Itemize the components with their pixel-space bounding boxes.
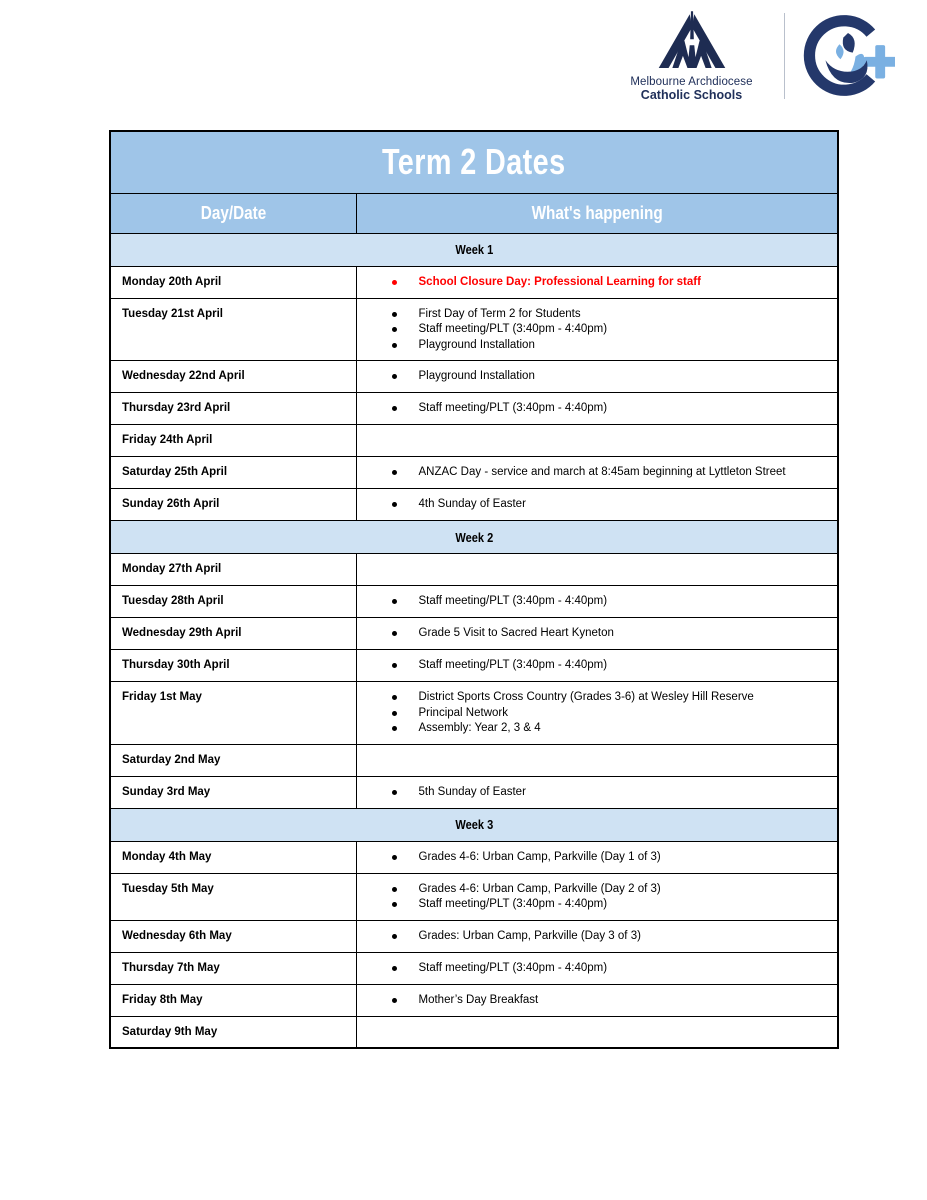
- events-list: [357, 497, 828, 513]
- event-item: School Closure Day: Professional Learning for staff: [419, 275, 828, 291]
- column-header-row: [110, 193, 838, 233]
- date-cell: Friday 24th April: [110, 425, 356, 457]
- events-cell: [356, 554, 838, 586]
- events-cell: [356, 266, 838, 298]
- event-item: Grade 5 Visit to Sacred Heart Kyneton: [419, 626, 828, 642]
- events-list: [357, 465, 828, 481]
- events-cell: [356, 682, 838, 745]
- event-item: 5th Sunday of Easter: [419, 785, 828, 801]
- events-cell: [356, 650, 838, 682]
- date-cell: Sunday 3rd May: [110, 776, 356, 808]
- event-item: Grades: Urban Camp, Parkville (Day 3 of 3): [419, 929, 828, 945]
- date-cell: Thursday 7th May: [110, 952, 356, 984]
- events-cell: [356, 618, 838, 650]
- week-label: Week 2: [455, 529, 493, 545]
- events-list: [357, 929, 828, 945]
- date-row: [110, 554, 838, 586]
- events-cell: [356, 586, 838, 618]
- week-header-cell: [110, 521, 838, 554]
- events-list: [357, 658, 828, 674]
- date-row: [110, 682, 838, 745]
- events-cell: [356, 873, 838, 920]
- date-cell: Sunday 26th April: [110, 489, 356, 521]
- week-header-row: [110, 808, 838, 841]
- events-list: [357, 369, 828, 385]
- date-cell: Wednesday 6th May: [110, 920, 356, 952]
- table-title: [110, 131, 838, 193]
- date-row: [110, 298, 838, 361]
- macs-logo-text-line1: Melbourne Archdiocese: [630, 76, 753, 88]
- events-list: [357, 275, 828, 291]
- event-item: Staff meeting/PLT (3:40pm - 4:40pm): [419, 594, 828, 610]
- week-header-cell: [110, 233, 838, 266]
- event-item: First Day of Term 2 for Students: [419, 307, 828, 323]
- events-cell: [356, 489, 838, 521]
- event-item: Assembly: Year 2, 3 & 4: [419, 721, 828, 737]
- week-header-cell: [110, 808, 838, 841]
- date-row: [110, 920, 838, 952]
- date-cell: Thursday 23rd April: [110, 393, 356, 425]
- event-item: Principal Network: [419, 706, 828, 722]
- event-item: Staff meeting/PLT (3:40pm - 4:40pm): [419, 322, 828, 338]
- events-cell: [356, 457, 838, 489]
- events-list: [357, 690, 828, 737]
- date-cell: Saturday 9th May: [110, 1016, 356, 1048]
- events-cell: [356, 952, 838, 984]
- date-row: [110, 776, 838, 808]
- date-row: [110, 489, 838, 521]
- week-header-row: [110, 233, 838, 266]
- date-cell: Saturday 25th April: [110, 457, 356, 489]
- date-cell: Monday 4th May: [110, 841, 356, 873]
- event-item: Staff meeting/PLT (3:40pm - 4:40pm): [419, 401, 828, 417]
- events-cell: [356, 841, 838, 873]
- week-label: Week 3: [455, 817, 493, 832]
- date-cell: Tuesday 5th May: [110, 873, 356, 920]
- events-cell: [356, 298, 838, 361]
- logo-divider: [784, 13, 786, 99]
- date-row: [110, 425, 838, 457]
- event-item: Staff meeting/PLT (3:40pm - 4:40pm): [419, 897, 828, 913]
- date-row: [110, 586, 838, 618]
- events-cell: [356, 744, 838, 776]
- date-row: [110, 361, 838, 393]
- event-item: Staff meeting/PLT (3:40pm - 4:40pm): [419, 658, 828, 674]
- column-header-whats-happening: What's happening: [356, 193, 838, 233]
- event-item: Mother’s Day Breakfast: [419, 993, 828, 1009]
- date-row: [110, 266, 838, 298]
- macs-logo: [616, 9, 768, 102]
- events-list: [357, 961, 828, 977]
- date-cell: Monday 27th April: [110, 554, 356, 586]
- event-item: Grades 4-6: Urban Camp, Parkville (Day 1 of 3): [419, 850, 828, 866]
- events-list: [357, 594, 828, 610]
- events-cell: [356, 920, 838, 952]
- date-row: [110, 393, 838, 425]
- date-row: [110, 744, 838, 776]
- date-cell: Wednesday 29th April: [110, 618, 356, 650]
- events-cell: [356, 776, 838, 808]
- events-list: [357, 850, 828, 866]
- event-item: 4th Sunday of Easter: [419, 497, 828, 513]
- date-row: [110, 841, 838, 873]
- events-list: [357, 307, 828, 354]
- macs-logo-text-line2: Catholic Schools: [640, 88, 743, 102]
- macs-logo-icon: [648, 9, 736, 71]
- events-list: [357, 626, 828, 642]
- event-item: Playground Installation: [419, 338, 828, 354]
- event-item: Grades 4-6: Urban Camp, Parkville (Day 2 of 3): [419, 882, 828, 898]
- date-cell: Monday 20th April: [110, 266, 356, 298]
- date-cell: Thursday 30th April: [110, 650, 356, 682]
- events-cell: [356, 361, 838, 393]
- events-list: [357, 993, 828, 1009]
- date-row: [110, 1016, 838, 1048]
- term-dates-table: [109, 130, 839, 1049]
- date-row: [110, 873, 838, 920]
- events-cell: [356, 984, 838, 1016]
- date-cell: Wednesday 22nd April: [110, 361, 356, 393]
- date-row: [110, 952, 838, 984]
- date-row: [110, 618, 838, 650]
- events-cell: [356, 425, 838, 457]
- catholic-identity-emblem-icon: [801, 8, 895, 103]
- event-item: Staff meeting/PLT (3:40pm - 4:40pm): [419, 961, 828, 977]
- events-list: [357, 785, 828, 801]
- date-cell: Friday 1st May: [110, 682, 356, 745]
- date-cell: Friday 8th May: [110, 984, 356, 1016]
- events-list: [357, 882, 828, 913]
- date-cell: Saturday 2nd May: [110, 744, 356, 776]
- date-row: [110, 457, 838, 489]
- date-cell: Tuesday 21st April: [110, 298, 356, 361]
- events-list: [357, 401, 828, 417]
- events-cell: [356, 1016, 838, 1048]
- column-header-day-date: Day/Date: [110, 193, 356, 233]
- event-item: District Sports Cross Country (Grades 3-6) at Wesley Hill Reserve: [419, 690, 828, 706]
- event-item: Playground Installation: [419, 369, 828, 385]
- table-title-row: [110, 131, 838, 193]
- week-header-row: [110, 521, 838, 554]
- date-cell: Tuesday 28th April: [110, 586, 356, 618]
- event-item: ANZAC Day - service and march at 8:45am beginning at Lyttleton Street: [419, 465, 828, 481]
- date-row: [110, 984, 838, 1016]
- events-cell: [356, 393, 838, 425]
- week-label: Week 1: [455, 242, 493, 257]
- header-logos: [616, 8, 896, 103]
- table-title-text: Term 2 Dates: [382, 141, 566, 183]
- date-row: [110, 650, 838, 682]
